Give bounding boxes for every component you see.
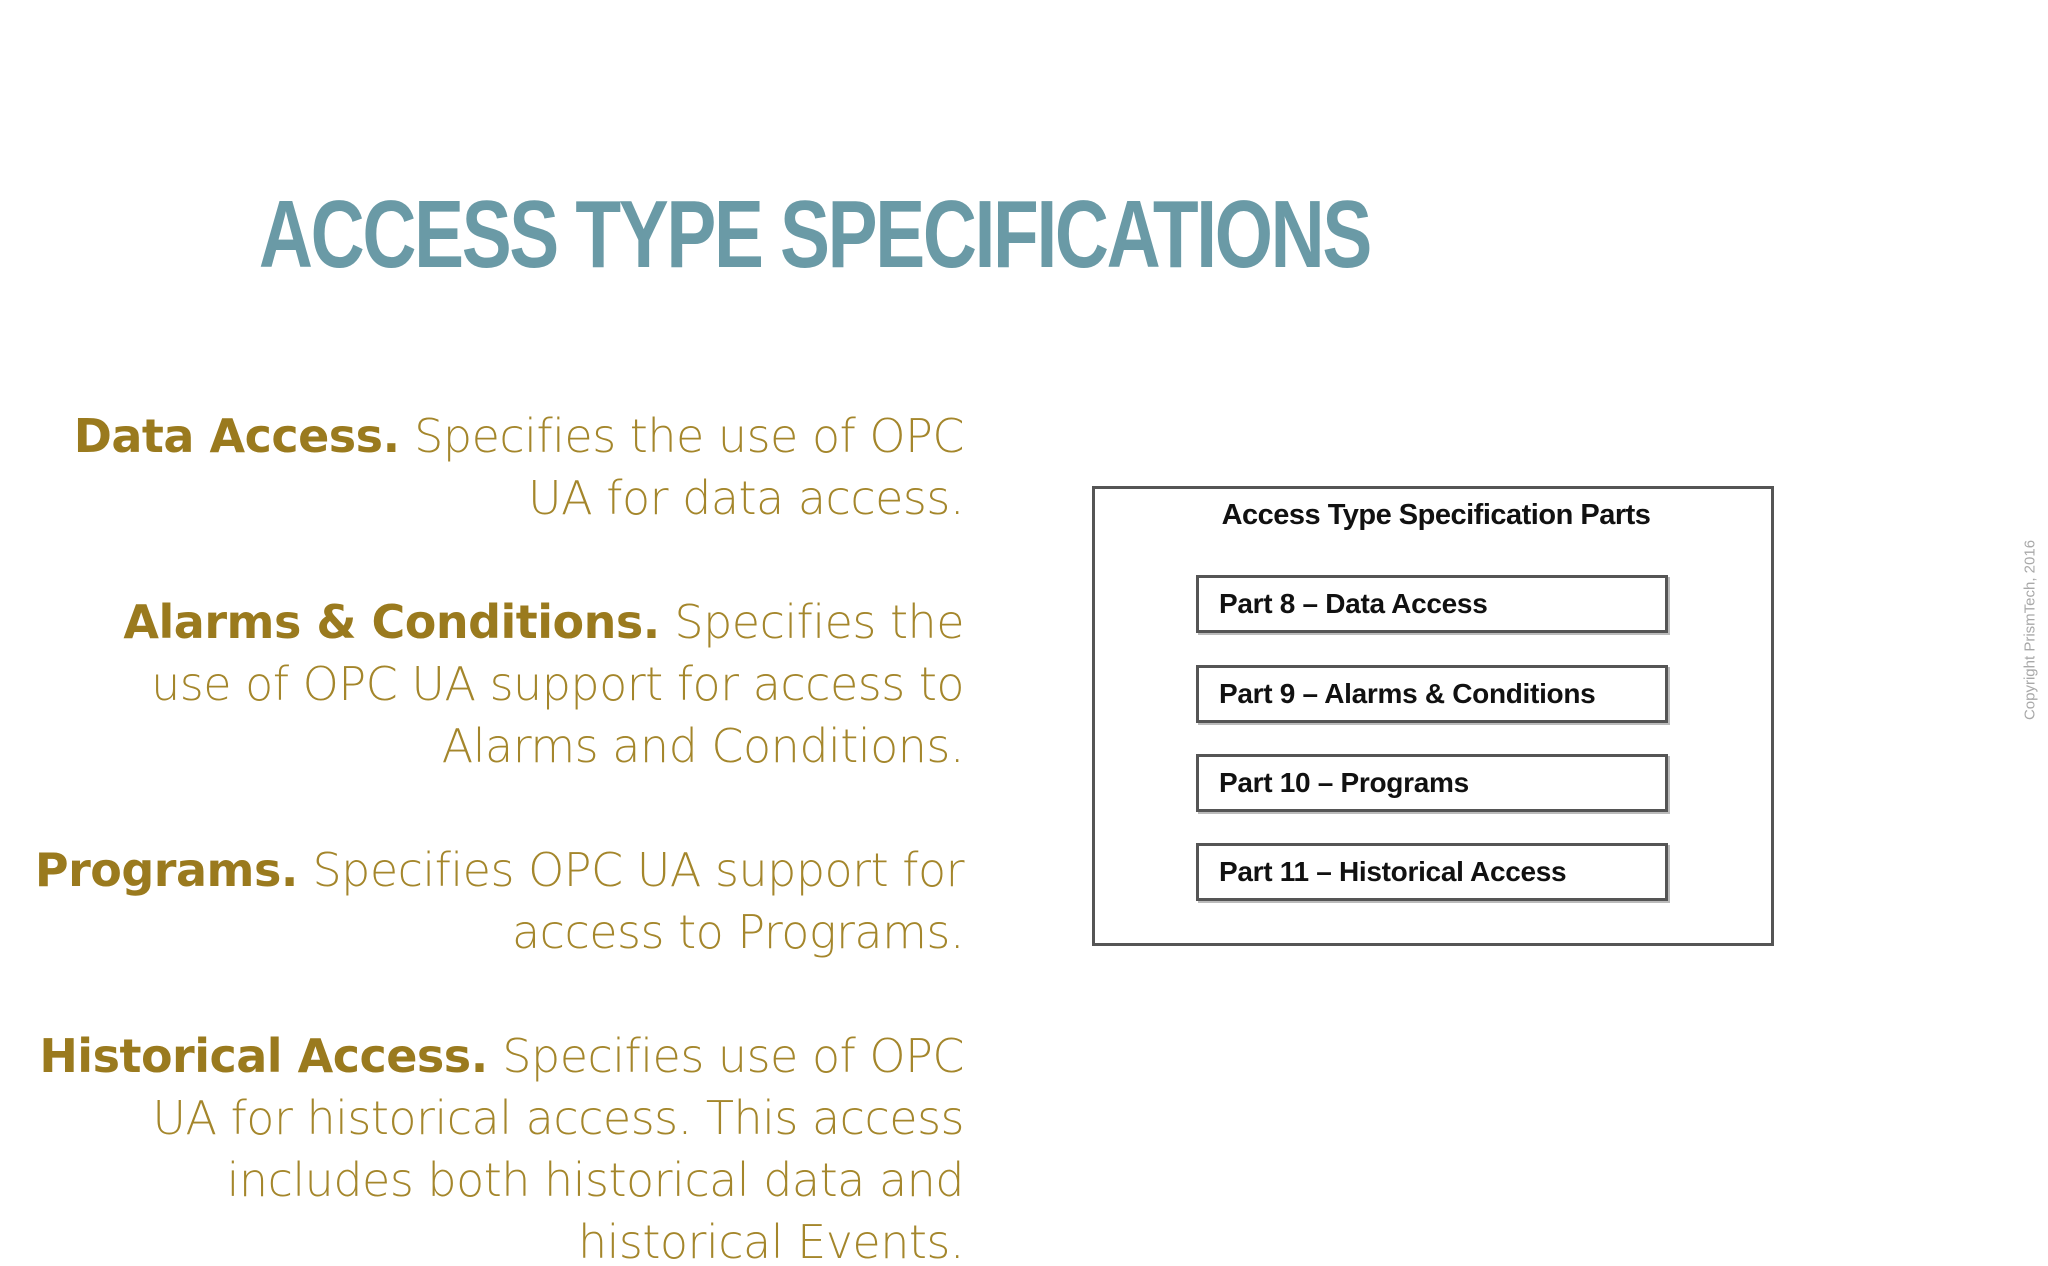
- spec-item-body: Specifies OPC UA support for access to Programs.: [312, 843, 964, 959]
- diagram-part-8: Part 8 – Data Access: [1196, 575, 1668, 633]
- spec-item-lead: Historical Access.: [39, 1029, 488, 1083]
- spec-item-programs: [30, 839, 964, 963]
- spec-item-lead: Data Access.: [73, 409, 400, 463]
- spec-list: [30, 405, 964, 1266]
- slide-title: ACCESS TYPE SPECIFICATIONS: [258, 181, 1370, 288]
- spec-item-lead: Programs.: [34, 843, 298, 897]
- spec-item-data-access: [30, 405, 964, 529]
- spec-item-alarms-conditions: [30, 591, 964, 777]
- spec-item-lead: Alarms & Conditions.: [123, 595, 660, 649]
- spec-item-body: Specifies the use of OPC UA for data access.: [414, 409, 964, 525]
- access-type-diagram: [1092, 486, 1774, 946]
- diagram-title: Access Type Specification Parts: [1221, 499, 1651, 531]
- diagram-part-9: Part 9 – Alarms & Conditions: [1196, 665, 1668, 723]
- spec-item-historical-access: [30, 1025, 964, 1266]
- diagram-part-10: Part 10 – Programs: [1196, 754, 1668, 812]
- copyright-notice: Copyright PrismTech, 2016: [2021, 539, 2039, 721]
- diagram-part-11: Part 11 – Historical Access: [1196, 843, 1668, 901]
- spec-item-body: Specifies the use of OPC UA support for access to Alarms and Conditions.: [151, 595, 964, 773]
- spec-item-body: Specifies use of OPC UA for historical access. This access includes both historical data and historical Events.: [152, 1029, 964, 1266]
